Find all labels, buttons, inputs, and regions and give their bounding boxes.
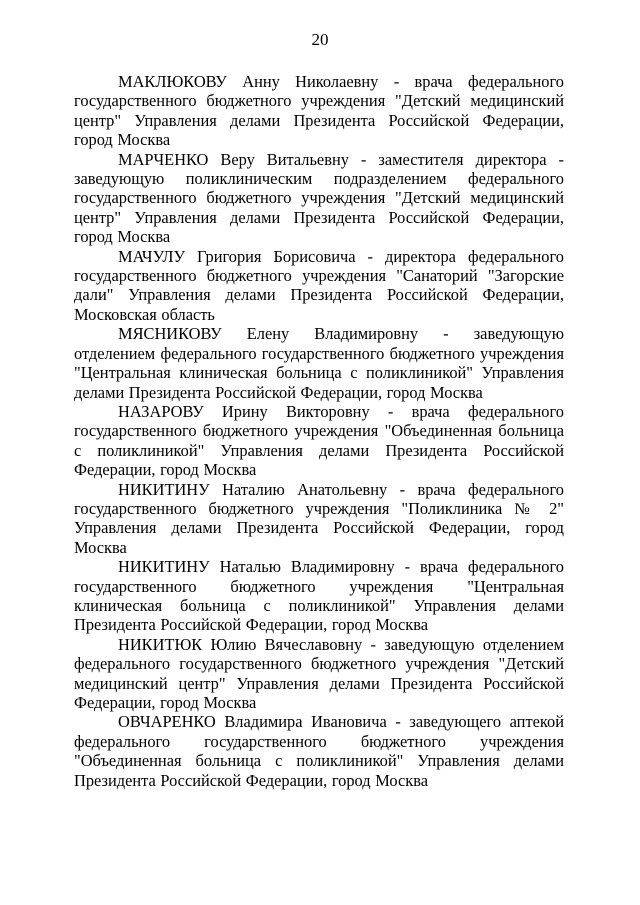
list-item: МАЧУЛУ Григория Борисовича - директора федерального государственного бюджетного учреждения "Санаторий "Загорские дали" Управления делами Президента Российской Федерации, Московская область <box>74 246 564 324</box>
award-list <box>74 72 564 790</box>
page-number: 20 <box>311 30 329 49</box>
list-item: МАКЛЮКОВУ Анну Николаевну - врача федерального государственного бюджетного учреждения "Детский медицинский центр" Управления делами Президента Российской Федерации, город Москва <box>74 72 564 150</box>
list-item: МЯСНИКОВУ Елену Владимировну - заведующую отделением федерального государственного бюджетного учреждения "Центральная клиническая больница с поликлиникой" Управления делами Президента Российской Федерации, город Москва <box>74 324 564 402</box>
list-item: НАЗАРОВУ Ирину Викторовну - врача федерального государственного бюджетного учреждения "Объединенная больница с поликлиникой" Управления делами Президента Российской Федерации, город Москва <box>74 401 564 480</box>
list-item: НИКИТИНУ Наталью Владимировну - врача федерального государственного бюджетного учреждения "Центральная клиническая больница с поликлиникой" Управления делами Президента Российской Федерации, город Москва <box>74 557 564 635</box>
list-item: НИКИТИНУ Наталию Анатольевну - врача федерального государственного бюджетного учреждения "Поликлиника № 2" Управления делами Президента Российской Федерации, город Москва <box>74 479 564 557</box>
list-item: НИКИТЮК Юлию Вячеславовну - заведующую отделением федерального государственного бюджетного учреждения "Детский медицинский центр" Управления делами Президента Российской Федерации, город Москва <box>74 634 564 712</box>
list-item: МАРЧЕНКО Веру Витальевну - заместителя директора - заведующую поликлиническим подразделением федерального государственного бюджетного учреждения "Детский медицинский центр" Управления делами Президента Российской Федерации, город Москва <box>74 149 564 247</box>
list-item: ОВЧАРЕНКО Владимира Ивановича - заведующего аптекой федерального государственного бюджетного учреждения "Объединенная больница с поликлиникой" Управления делами Президента Российской Федерации, город Москва <box>74 712 564 790</box>
